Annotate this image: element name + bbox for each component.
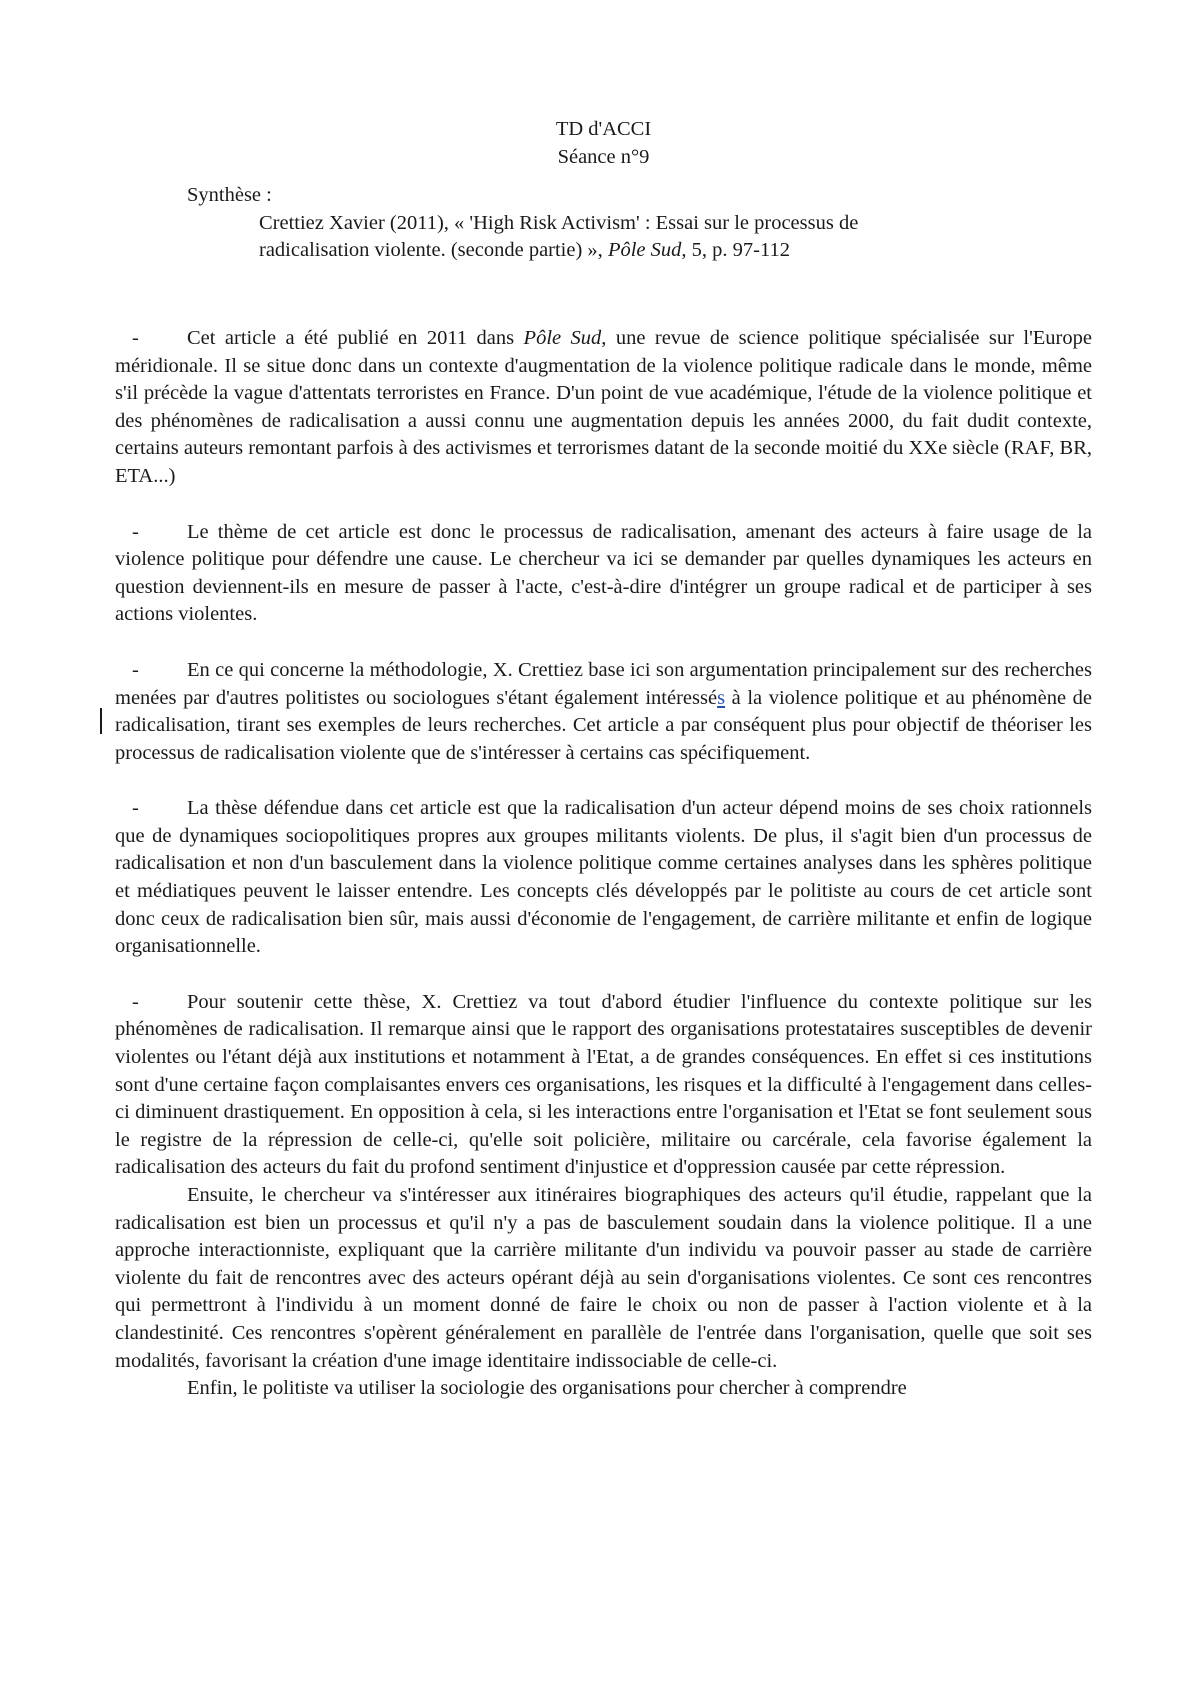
bullet-text: Pour soutenir cette thèse, X. Crettiez va tout d'abord étudier l'influence du contexte politique sur les phénomènes de radicalisation. Il remarque ainsi que le rapport des organisations protestataires susceptibles de devenir violentes ou l'étant déjà aux institutions et notamment à l'Etat, a de grandes conséquences. En effet si ces institutions sont d'une certaine façon complaisantes envers ces organisations, les risques et la difficulté à l'engagement dans celles-ci diminuent drastiquement. En opposition à cela, si les interactions entre l'organisation et l'Etat se font seulement sous le registre de la répression de celle-ci, qu'elle soit policière, militaire ou carcérale, cela favorise également la radicalisation des acteurs du fait du profond sentiment d'injustice et d'oppression causée par cette répression.	[115, 990, 1092, 1179]
session-number: Séance n°9	[557, 145, 650, 168]
citation-line-1: Crettiez Xavier (2011), « 'High Risk Activism' : Essai sur le processus de	[259, 211, 859, 234]
citation-block	[115, 210, 1092, 265]
citation-journal-name: Pôle Sud	[607, 239, 682, 262]
bullet-paragraph-publication	[115, 325, 1092, 491]
change-bar-marker	[100, 708, 102, 734]
document-title: TD d'ACCI	[555, 118, 652, 140]
bullet-dash: -	[132, 797, 139, 820]
paragraph-organisations: Enfin, le politiste va utiliser la sociologie des organisations pour chercher à comprendre	[187, 1377, 907, 1400]
citation-line-2-end: , 5, p. 97-112	[681, 239, 790, 262]
bullet-paragraph-thesis	[115, 795, 1092, 961]
bullet-paragraph-methodology	[115, 657, 1092, 767]
bullet-dash: -	[132, 326, 139, 349]
bullet-dash: -	[132, 658, 139, 681]
bullet-text: Le thème de cet article est donc le processus de radicalisation, amenant des acteurs à faire usage de la violence politique pour défendre une cause. Le chercheur va ici se demander par quelles dynamiques les acteurs en question deviennent-ils en mesure de passer à l'acte, c'est-à-dire d'intégrer un groupe radical et de participer à ses actions violentes.	[115, 520, 1092, 626]
bullet-text: La thèse défendue dans cet article est que la radicalisation d'un acteur dépend moins de ses choix rationnels que de dynamiques sociopolitiques propres aux groupes militants violents. De plus, il s'agit bien d'un processus de radicalisation et non d'un basculement dans la violence politique comme certaines analyses dans les sphères politique et médiatiques peuvent le laisser entendre. Les concepts clés développés par le politiste au cours de cet article sont donc ceux de radicalisation bien sûr, mais aussi d'économie de l'engagement, de carrière militante et enfin de logique organisationnelle.	[115, 797, 1092, 958]
citation-line-2-start: radicalisation violente. (seconde partie) »,	[259, 239, 608, 262]
journal-name: Pôle Sud	[523, 326, 602, 349]
bullet-dash: -	[132, 520, 139, 543]
bullet-text-end: , une revue de science politique spécialisée sur l'Europe méridionale. Il se situe donc dans un contexte d'augmentation de la violence politique radicale dans le monde, même s'il précède la vague d'attentats terroristes en France. D'un point de vue académique, l'étude de la violence politique et des phénomènes de radicalisation a aussi connu une augmentation depuis les années 2000, du fait dudit contexte, certains auteurs remontant parfois à des activismes et terrorismes datant de la seconde moitié du XXe siècle (RAF, BR, ETA...)	[115, 326, 1092, 487]
bullet-paragraph-theme	[115, 519, 1092, 629]
bullet-dash: -	[132, 990, 139, 1013]
bullet-paragraph-context	[115, 989, 1092, 1182]
tracked-change-mark[interactable]: s	[717, 686, 726, 709]
paragraph-biographies: Ensuite, le chercheur va s'intéresser aux itinéraires biographiques des acteurs qu'il étudie, rappelant que la radicalisation est bien un processus et qu'il n'y a pas de basculement soudain dans la violence politique. Il a une approche interactionniste, expliquant que la carrière militante d'un individu va pouvoir passer au stade de carrière violente du fait de rencontres avec des acteurs opérant déjà au sein d'organisations violentes. Ce sont ces rencontres qui permettront à l'individu à un moment donné de faire le choix ou non de passer à l'action violente et à la clandestinité. Ces rencontres s'opèrent généralement en parallèle de l'entrée dans l'organisation, quelle que soit ses modalités, favorisant la création d'une image identitaire indissociable de celle-ci.	[115, 1184, 1092, 1372]
citation-line-2	[259, 237, 972, 265]
synthese-label: Synthèse :	[187, 184, 272, 207]
bullet-text-end: à la violence politique et au phénomène de radicalisation, tirant ses exemples de leurs recherches. Cet article a par conséquent plus pour objectif de théoriser les processus de radicalisation violente que de s'intéresser à certains cas spécifiquement.	[115, 686, 1093, 764]
bullet-text-start: En ce qui concerne la méthodologie, X. Crettiez base ici son argumentation principalement sur des recherches menées par d'autres politistes ou sociologues s'étant également intéressé	[115, 658, 1092, 709]
bullet-text-start: Cet article a été publié en 2011 dans	[187, 326, 524, 349]
document-header	[115, 116, 1092, 171]
bullet-list	[115, 325, 1092, 1403]
